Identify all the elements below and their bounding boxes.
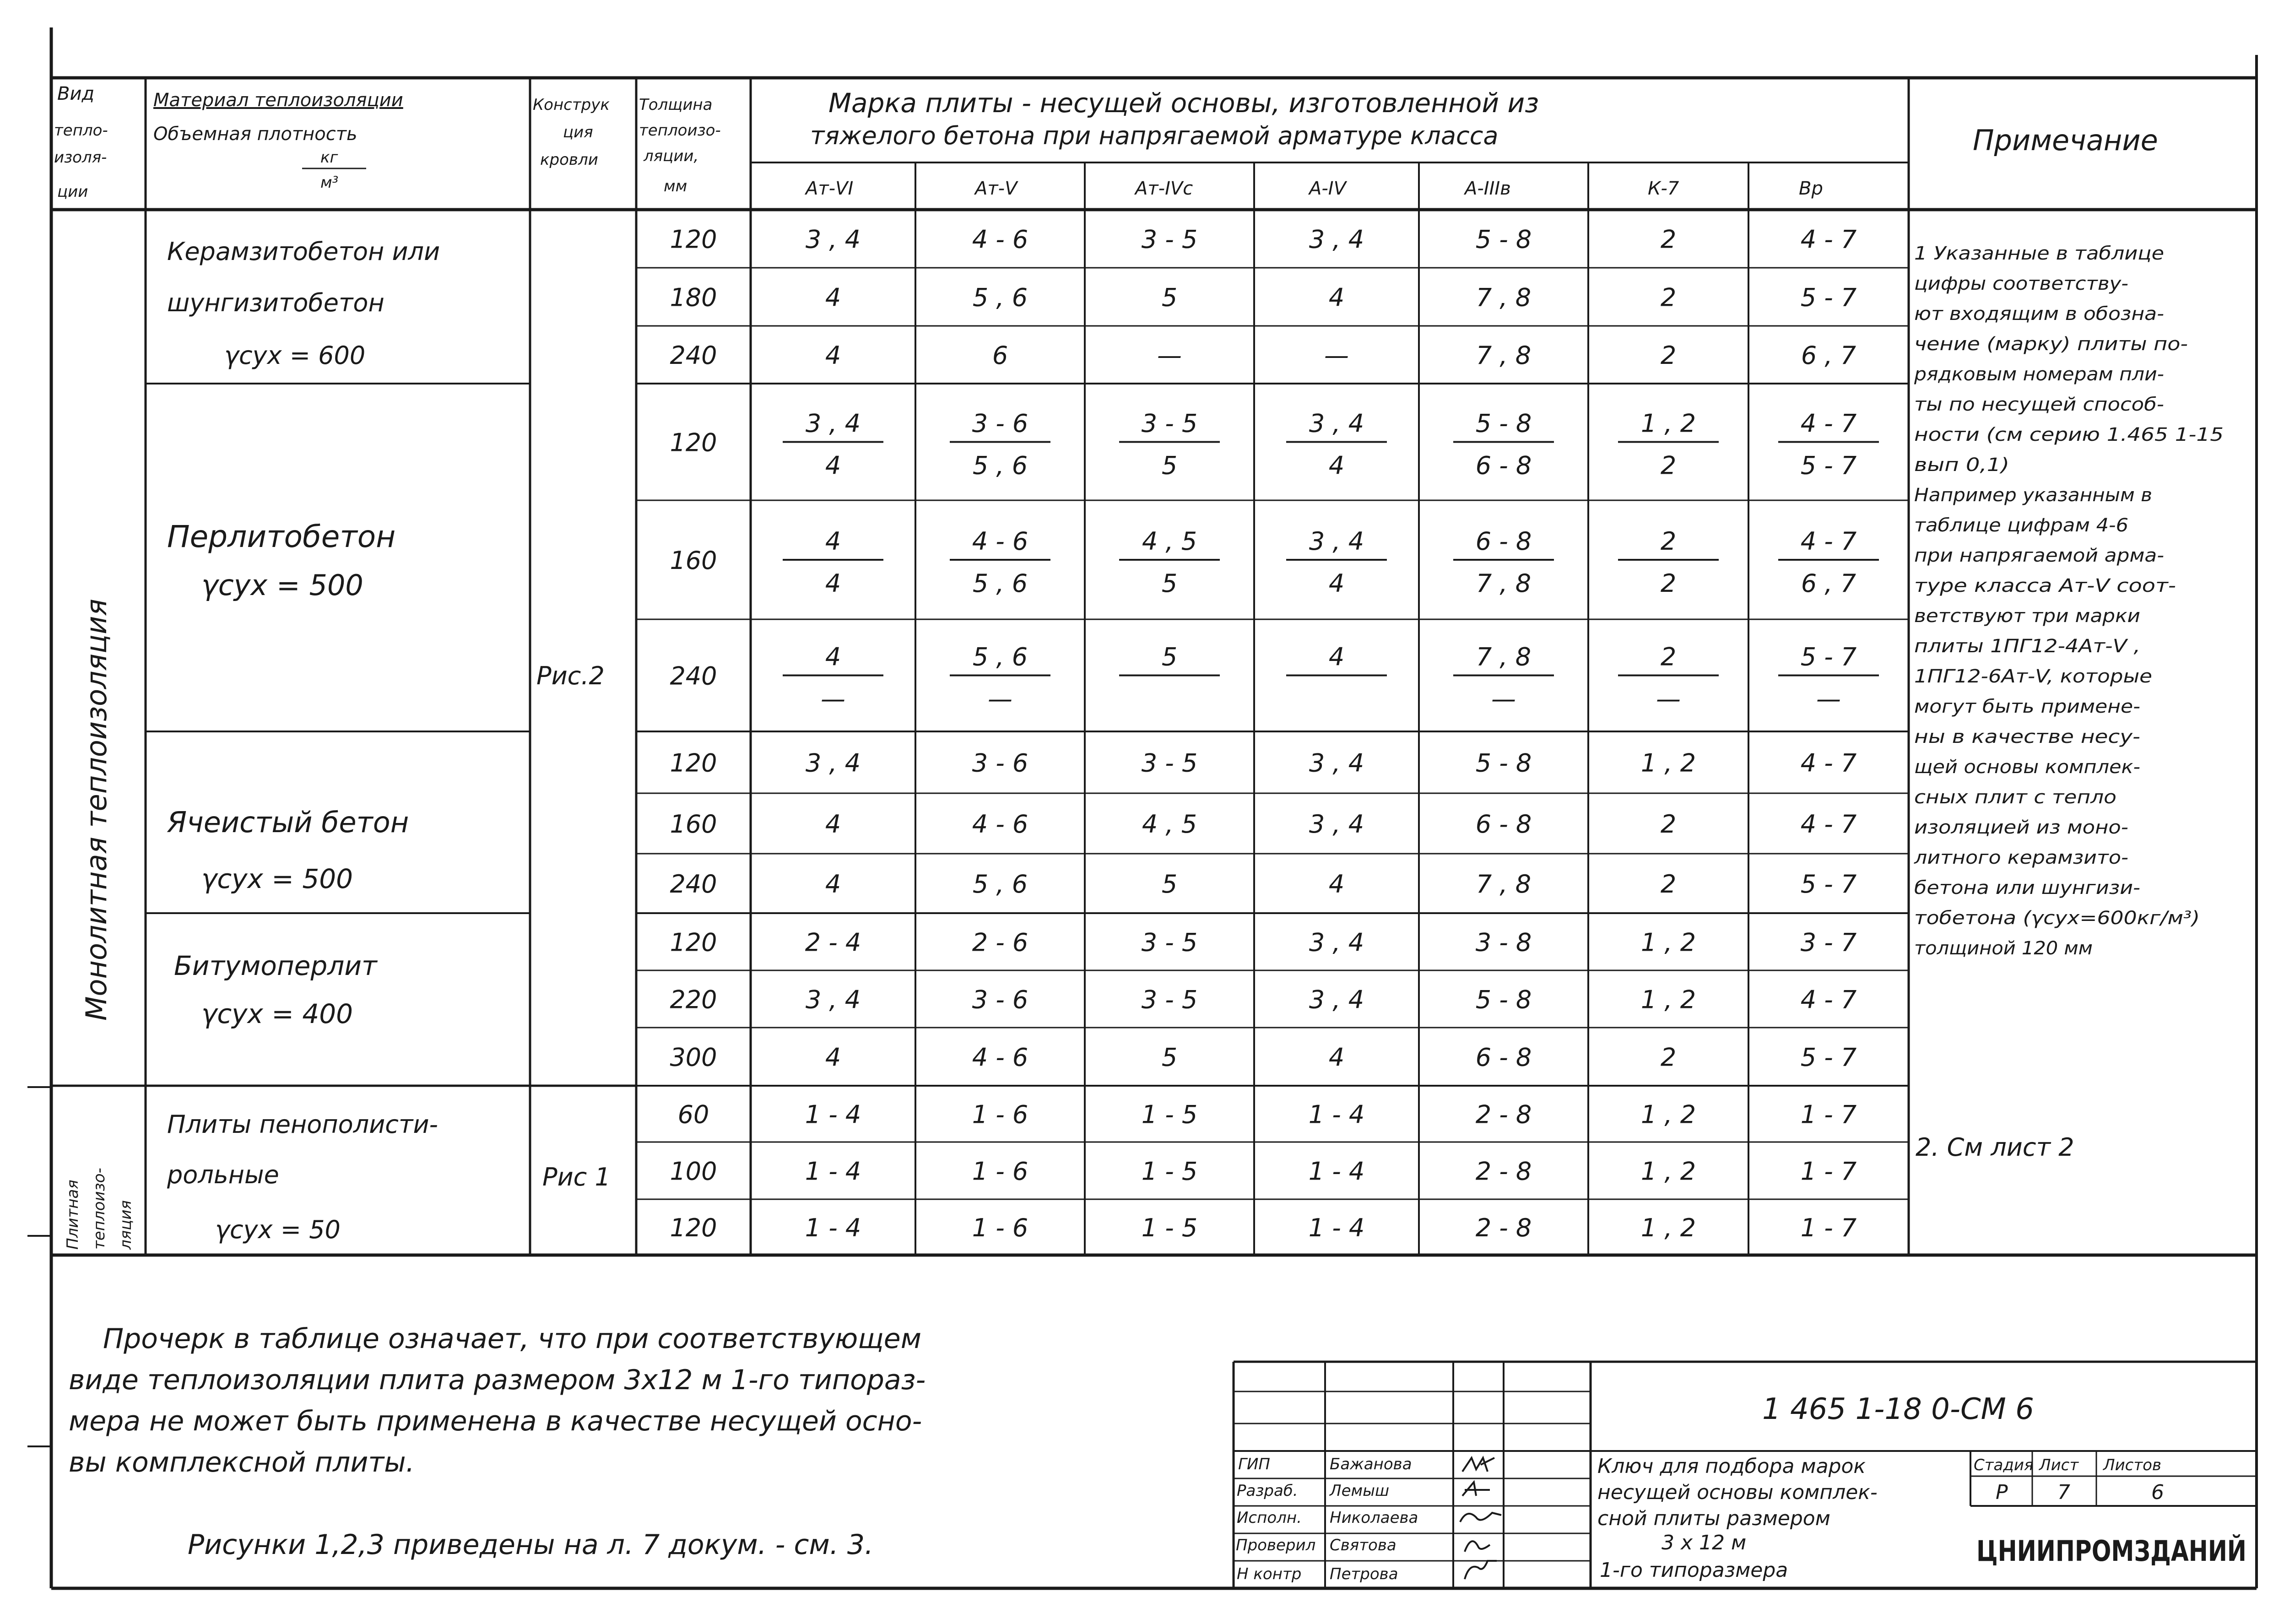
material-label: γсух = 50 [215, 1215, 341, 1244]
note-line: ты по несущей способ- [1914, 394, 2164, 415]
fraction-bottom: 5 [1161, 451, 1178, 480]
table-cell: 4 - 7 [1800, 985, 1857, 1014]
table-cell: 4 - 6 [972, 1043, 1028, 1072]
table-cell: 3 , 4 [1309, 985, 1364, 1014]
vid-plate-3: ляция [117, 1200, 135, 1250]
table-cell: 2 [1660, 225, 1677, 254]
table-cell: 1 , 2 [1640, 748, 1696, 778]
table-cell: 3 , 4 [805, 748, 861, 778]
table-cell: 3 - 6 [972, 985, 1028, 1014]
table-cell: 1 - 7 [1800, 1213, 1857, 1242]
header-konstr-2: ция [563, 123, 593, 141]
table-cell: 4 - 7 [1800, 748, 1857, 778]
fraction-top: 4 - 6 [972, 527, 1028, 556]
konstr-label: Рис.2 [536, 661, 605, 690]
material-label: Плиты пенополисти- [167, 1110, 438, 1139]
fraction-bottom: — [988, 684, 1012, 714]
table-cell: 2 [1660, 341, 1677, 370]
thickness-cell: 60 [677, 1100, 709, 1129]
fraction-top: 5 - 7 [1800, 642, 1857, 671]
table-cell: 5 - 8 [1475, 748, 1532, 778]
stamp-title: сной плиты размером [1597, 1507, 1830, 1530]
note-line: рядковым номерам пли- [1913, 364, 2164, 385]
table-cell: 3 , 4 [1309, 810, 1364, 839]
class-label: А-IIIв [1465, 178, 1511, 199]
header-material-2: Объемная плотность [153, 124, 357, 145]
table-cell: — [1157, 341, 1182, 370]
thickness-cell: 240 [670, 341, 717, 370]
table-cell: 6 [992, 341, 1008, 370]
table-cell: 2 [1660, 810, 1677, 839]
header-tolsh-2: теплоизо- [639, 121, 721, 140]
material-label: γсух = 500 [201, 568, 363, 602]
stamp-name: Николаева [1330, 1509, 1418, 1527]
table-cell: 1 , 2 [1640, 1100, 1696, 1129]
header-konstr-1: Конструк [533, 96, 610, 114]
table-cell: 2 [1660, 870, 1677, 899]
table-cell: 6 - 8 [1475, 1043, 1532, 1072]
thickness-cell: 160 [670, 546, 717, 575]
note-line: цифры соответству- [1914, 273, 2128, 294]
footer-line: Прочерк в таблице означает, что при соответствующем [103, 1323, 921, 1355]
header-marka-1: Марка плиты - несущей основы, изготовленной из [828, 87, 1539, 119]
thickness-cell: 240 [670, 661, 717, 691]
material-label: γсух = 500 [201, 863, 353, 894]
fraction-top: 2 [1660, 642, 1677, 671]
table-cell: 3 , 4 [805, 225, 861, 254]
fraction-bottom: 2 [1660, 569, 1677, 598]
stamp-title: 3 х 12 м [1662, 1531, 1747, 1554]
material-label: Перлитобетон [167, 519, 396, 554]
note-line: таблице цифрам 4-6 [1914, 515, 2128, 536]
fraction-bottom: — [821, 684, 845, 714]
header-primechanie: Примечание [1973, 124, 2158, 157]
table-cell: 4 - 6 [972, 810, 1028, 839]
table-cell: 3 - 5 [1141, 748, 1198, 778]
thickness-cell: 120 [670, 1213, 717, 1242]
note-line: 1 Указанные в таблице [1914, 243, 2164, 264]
fraction-top: 4 , 5 [1142, 527, 1197, 556]
stamp-sheets-label: Листов [2103, 1456, 2162, 1474]
stamp-name: Петрова [1330, 1565, 1398, 1583]
note-2: 2. См лист 2 [1916, 1133, 2074, 1162]
fraction-bottom: 6 , 7 [1801, 569, 1856, 598]
table-cell: 2 - 4 [805, 928, 861, 957]
note-line: при напрягаемой арма- [1914, 545, 2164, 566]
vid-plate-2: теплоизо- [90, 1168, 108, 1250]
stamp-role: Исполн. [1237, 1509, 1302, 1527]
table-cell: — [1324, 341, 1349, 370]
table-cell: 1 - 5 [1141, 1213, 1198, 1242]
table-cell: 3 - 5 [1141, 985, 1198, 1014]
table-cell: 1 - 4 [1308, 1100, 1365, 1129]
table-cell: 2 - 8 [1475, 1157, 1532, 1186]
konstr-label: Рис 1 [542, 1163, 611, 1191]
table-cell: 4 [1328, 870, 1345, 899]
fraction-bottom: 5 [1161, 569, 1178, 598]
fraction-top: 5 [1161, 642, 1178, 671]
footer-line: вы комплексной плиты. [69, 1446, 415, 1478]
note-line: ют входящим в обозна- [1914, 303, 2164, 325]
thickness-cell: 120 [670, 428, 717, 457]
note-line: могут быть примене- [1914, 696, 2140, 717]
table-cell: 1 - 5 [1141, 1157, 1198, 1186]
fraction-top: 6 - 8 [1475, 527, 1532, 556]
stamp-role: Н контр [1237, 1565, 1302, 1583]
table-cell: 4 [1328, 1043, 1345, 1072]
table-cell: 3 - 8 [1475, 928, 1532, 957]
fraction-bottom: 5 , 6 [972, 569, 1028, 598]
fraction-bottom: 2 [1660, 451, 1677, 480]
stamp-sheets-value: 6 [2151, 1481, 2164, 1504]
table-cell: 1 - 4 [1308, 1213, 1365, 1242]
table-cell: 3 , 4 [805, 985, 861, 1014]
table-cell: 2 [1660, 1043, 1677, 1072]
fraction-top: 3 , 4 [1309, 409, 1364, 438]
note-line: толщиной 120 мм [1914, 938, 2093, 959]
fraction-top: 5 - 8 [1475, 409, 1532, 438]
fraction-top: 1 , 2 [1640, 409, 1696, 438]
header-material-unit-top: кг [320, 148, 338, 167]
header-vid-1: Вид [57, 83, 95, 104]
table-cell: 4 [1328, 283, 1345, 312]
table-cell: 4 , 5 [1142, 810, 1197, 839]
note-line: изоляцией из моно- [1914, 817, 2128, 838]
table-cell: 4 - 6 [972, 225, 1028, 254]
header-tolsh-3: ляции, [644, 147, 699, 165]
table-cell: 2 - 8 [1475, 1100, 1532, 1129]
fraction-bottom: — [1816, 684, 1841, 714]
table-cell: 2 - 6 [972, 928, 1028, 957]
table-cell: 2 [1660, 283, 1677, 312]
fraction-top: 3 , 4 [1309, 527, 1364, 556]
table-cell: 4 [825, 810, 841, 839]
table-cell: 2 - 8 [1475, 1213, 1532, 1242]
table-cell: 5 - 7 [1800, 870, 1857, 899]
note-line: Например указанным в [1914, 485, 2152, 506]
note-line: литного керамзито- [1913, 847, 2128, 868]
stamp-name: Святова [1330, 1536, 1396, 1554]
table-cell: 5 , 6 [972, 283, 1028, 312]
header-marka-2: тяжелого бетона при напрягаемой арматуре класса [810, 121, 1499, 150]
note-line: ветствуют три марки [1914, 606, 2140, 627]
note-line: щей основы комплек- [1914, 757, 2140, 778]
fraction-bottom: — [1491, 684, 1516, 714]
table-cell: 1 - 6 [972, 1100, 1028, 1129]
note-line: плиты 1ПГ12-4Ат-V , [1914, 636, 2140, 657]
header-material-1: Материал теплоизоляции [153, 90, 403, 111]
thickness-cell: 120 [670, 928, 717, 957]
table-cell: 4 - 7 [1800, 225, 1857, 254]
note-line: вып 0,1) [1914, 455, 2009, 476]
header-material-unit-bottom: м³ [320, 173, 339, 192]
class-label: А-IV [1309, 178, 1346, 199]
thickness-cell: 220 [670, 985, 717, 1014]
fraction-top: 4 - 7 [1800, 527, 1857, 556]
table-cell: 6 , 7 [1801, 341, 1856, 370]
table-cell: 1 , 2 [1640, 928, 1696, 957]
header-konstr-3: кровли [540, 151, 598, 169]
table-cell: 1 - 6 [972, 1213, 1028, 1242]
table-cell: 7 , 8 [1476, 283, 1532, 312]
fraction-bottom: 4 [825, 451, 841, 480]
fraction-top: 7 , 8 [1476, 642, 1532, 671]
note-line: бетона или шунгизи- [1914, 877, 2140, 899]
thickness-cell: 160 [670, 810, 717, 839]
table-cell: 3 , 4 [1309, 928, 1364, 957]
material-label: Ячеистый бетон [167, 806, 409, 839]
stamp-role: Проверил [1236, 1536, 1316, 1554]
stamp-stage-label: Стадия [1974, 1456, 2034, 1474]
stamp-stage-value: Р [1996, 1481, 2008, 1504]
table-cell: 5 - 7 [1800, 1043, 1857, 1072]
fraction-bottom: 5 - 7 [1800, 451, 1857, 480]
table-cell: 1 - 4 [805, 1157, 861, 1186]
table-cell: 3 , 4 [1309, 748, 1364, 778]
material-label: Керамзитобетон или [167, 237, 440, 266]
note-line: чение (марку) плиты по- [1914, 334, 2188, 355]
thickness-cell: 180 [670, 283, 717, 312]
material-label: γсух = 400 [201, 998, 353, 1029]
table-cell: 5 [1161, 870, 1178, 899]
table-cell: 5 , 6 [972, 870, 1028, 899]
fraction-bottom: 4 [1328, 569, 1345, 598]
header-tolsh-4: мм [664, 177, 687, 195]
stamp-role: Разраб. [1237, 1482, 1298, 1500]
table-cell: 5 - 8 [1475, 225, 1532, 254]
class-label: Ат-IVс [1135, 178, 1193, 199]
fraction-top: 4 [1328, 642, 1345, 671]
stamp-title: 1-го типоразмера [1600, 1559, 1788, 1582]
fraction-bottom: 6 - 8 [1475, 451, 1532, 480]
note-line: ности (см серию 1.465 1-15 [1914, 424, 2224, 445]
table-cell: 1 , 2 [1640, 985, 1696, 1014]
table-cell: 3 - 6 [972, 748, 1028, 778]
table-cell: 1 , 2 [1640, 1213, 1696, 1242]
header-vid-3: изоля- [54, 148, 107, 167]
fraction-top: 4 [825, 527, 841, 556]
note-line: тобетона (γсух=600кг/м³) [1914, 908, 2200, 929]
table-cell: 1 - 4 [805, 1100, 861, 1129]
table-cell: 5 - 7 [1800, 283, 1857, 312]
material-label: Битумоперлит [174, 950, 377, 981]
vid-plate: Плитная [64, 1180, 82, 1250]
material-label: γсух = 600 [224, 341, 366, 370]
table-cell: 7 , 8 [1476, 870, 1532, 899]
stamp-title: Ключ для подбора марок [1597, 1455, 1866, 1478]
stamp-sheet-label: Лист [2039, 1456, 2079, 1474]
note-line: ны в качестве несу- [1914, 726, 2140, 747]
vid-monolithic: Монолитная теплоизоляция [80, 599, 113, 1021]
table-cell: 4 [825, 341, 841, 370]
table-cell: 5 - 8 [1475, 985, 1532, 1014]
class-label: Вр [1799, 178, 1823, 199]
table-cell: 4 [825, 283, 841, 312]
fraction-bottom: 7 , 8 [1476, 569, 1532, 598]
table-cell: 3 - 5 [1141, 225, 1198, 254]
table-cell: 3 - 7 [1800, 928, 1857, 957]
class-label: Ат-V [975, 178, 1018, 199]
table-cell: 4 [825, 1043, 841, 1072]
footer-line: мера не может быть применена в качестве несущей осно- [69, 1405, 922, 1437]
fraction-bottom: 5 , 6 [972, 451, 1028, 480]
fraction-top: 3 - 5 [1141, 409, 1198, 438]
fraction-top: 5 , 6 [972, 642, 1028, 671]
class-label: Ат-VI [806, 178, 854, 199]
table-cell: 4 - 7 [1800, 810, 1857, 839]
thickness-cell: 120 [670, 225, 717, 254]
table-cell: 7 , 8 [1476, 341, 1532, 370]
stamp-role: ГИП [1238, 1455, 1270, 1473]
table-cell: 1 - 7 [1800, 1157, 1857, 1186]
table-cell: 5 [1161, 283, 1178, 312]
header-tolsh-1: Толщина [639, 96, 713, 114]
stamp-sheet-value: 7 [2057, 1481, 2070, 1504]
header-vid-4: ции [57, 183, 88, 201]
table-cell: 1 , 2 [1640, 1157, 1696, 1186]
fraction-top: 3 - 6 [972, 409, 1028, 438]
table-cell: 5 [1161, 1043, 1178, 1072]
table-cell: 4 [825, 870, 841, 899]
table-cell: 1 - 4 [1308, 1157, 1365, 1186]
note-line: сных плит с тепло [1914, 787, 2116, 808]
fraction-top: 3 , 4 [805, 409, 861, 438]
table-cell: 6 - 8 [1475, 810, 1532, 839]
note-line: туре класса Ат-V соот- [1914, 575, 2176, 596]
fraction-top: 2 [1660, 527, 1677, 556]
stamp-title: несущей основы комплек- [1597, 1481, 1878, 1504]
table-cell: 1 - 6 [972, 1157, 1028, 1186]
org-logo: ЦНИИПРОМЗДАНИЙ [1976, 1534, 2246, 1568]
header-vid-2: тепло- [54, 121, 108, 140]
material-label: шунгизитобетон [167, 288, 384, 317]
stamp-name: Лемыш [1330, 1482, 1390, 1500]
table-cell: 3 - 5 [1141, 928, 1198, 957]
class-label: К-7 [1648, 178, 1679, 199]
fraction-top: 4 [825, 642, 841, 671]
table-cell: 1 - 7 [1800, 1100, 1857, 1129]
table-cell: 1 - 5 [1141, 1100, 1198, 1129]
fraction-bottom: 4 [1328, 451, 1345, 480]
fraction-top: 4 - 7 [1800, 409, 1857, 438]
material-label: рольные [167, 1160, 279, 1189]
stamp-name: Бажанова [1330, 1455, 1412, 1473]
fraction-bottom: — [1656, 684, 1681, 714]
table-cell: 1 - 4 [805, 1213, 861, 1242]
thickness-cell: 240 [670, 870, 717, 899]
table-cell: 3 , 4 [1309, 225, 1364, 254]
thickness-cell: 100 [670, 1157, 717, 1186]
doc-code: 1 465 1-18 0-СМ 6 [1762, 1392, 2034, 1426]
thickness-cell: 300 [670, 1043, 717, 1072]
thickness-cell: 120 [670, 748, 717, 778]
note-line: 1ПГ12-6Ат-V, которые [1914, 666, 2152, 687]
footer-line: виде теплоизоляции плита размером 3х12 м 1-го типораз- [69, 1364, 926, 1396]
fraction-bottom: 4 [825, 569, 841, 598]
footer-ref: Рисунки 1,2,3 приведены на л. 7 докум. - см. 3. [188, 1529, 874, 1561]
